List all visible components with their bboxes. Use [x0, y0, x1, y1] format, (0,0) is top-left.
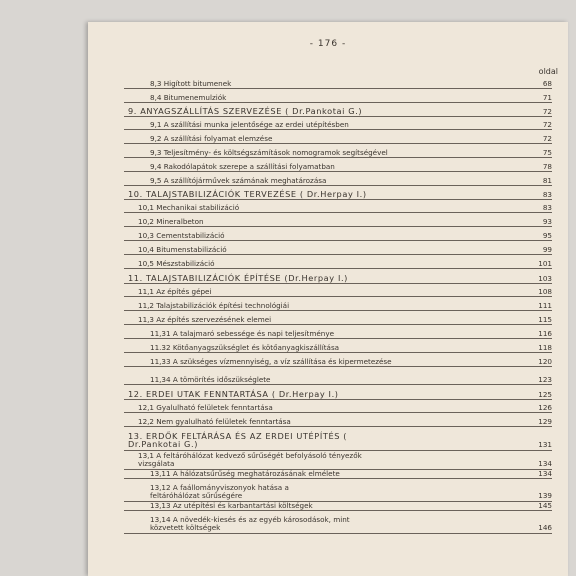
toc-entry-label: 13. ERDŐK FELTÁRÁSA ÉS AZ ERDEI UTÉPÍTÉS ( Dr.Pankotai G.) [128, 431, 348, 450]
toc-entry [128, 274, 552, 283]
toc-entry [128, 135, 552, 143]
toc-entry-page: 146 [538, 523, 552, 533]
toc-entry-rule [124, 510, 552, 511]
toc-entry [128, 376, 552, 384]
toc-entry-rule [124, 268, 552, 269]
toc-entry-label: 13,11 A hálózatsűrűség meghatározásának elmélete [150, 469, 340, 478]
toc-entry-rule [124, 366, 552, 367]
toc-entry-page: 72 [542, 134, 552, 143]
toc-entry-page: 131 [538, 440, 552, 450]
toc-entry-page: 75 [542, 148, 552, 157]
toc-entry-rule [124, 226, 552, 227]
toc-entry-rule [124, 116, 552, 117]
toc-entry-page: 116 [538, 329, 552, 338]
toc-entry-page: 125 [538, 390, 552, 399]
toc-entry [128, 94, 552, 102]
toc-entry-label: 13,1 A feltáróhálózat kedvező sűrűségét befolyásoló tényezők vizsgálata [138, 451, 362, 469]
toc-entry [128, 516, 552, 533]
toc-entry-label: 10,3 Cementstabilizáció [138, 231, 225, 240]
toc-entry-rule [124, 283, 552, 284]
toc-entry-label: 11. TALAJSTABILIZÁCIÓK ÉPÍTÉSE (Dr.Herpay I.) [128, 273, 348, 283]
toc-entry [128, 452, 552, 469]
toc-entry-page: 108 [538, 287, 552, 296]
toc-entry-page: 111 [538, 301, 552, 310]
toc-entry-label: 13,14 A növedék-kiesés és az egyéb károsodások, mint közvetett költségek [150, 515, 350, 533]
toc-entry [128, 80, 552, 88]
page-column-header: oldal [538, 67, 558, 76]
toc-entry-page: 93 [542, 217, 552, 226]
toc-entry-rule [124, 157, 552, 158]
toc-entry [128, 418, 552, 426]
toc-entry-page: 101 [538, 259, 552, 268]
toc-entry-label: 8,3 Higított bitumenek [150, 79, 232, 88]
toc-entry [128, 390, 552, 399]
toc-entry-rule [124, 88, 552, 89]
toc-entry-page: 134 [538, 459, 552, 469]
toc-entry [128, 218, 552, 226]
toc-entry-page: 68 [542, 79, 552, 88]
toc-entry-rule [124, 296, 552, 297]
toc-entry [128, 432, 552, 450]
toc-entry-label: 10,4 Bitumenstabilizáció [138, 245, 227, 254]
toc-entry [128, 121, 552, 129]
toc-entry-label: 11,2 Talajstabilizációk építési technológiái [138, 301, 290, 310]
toc-entry [128, 232, 552, 240]
toc-entry-label: 9,2 A szállítási folyamat elemzése [150, 134, 273, 143]
toc-entry-page: 115 [538, 315, 552, 324]
toc-entry-page: 71 [542, 93, 552, 102]
toc-entry-rule [124, 384, 552, 385]
toc-entry-page: 123 [538, 375, 552, 384]
toc-entry-rule [124, 426, 552, 427]
toc-entry [128, 204, 552, 212]
toc-entry-label: 12. ERDEI UTAK FENNTARTÁSA ( Dr.Herpay I.) [128, 389, 339, 399]
toc-entry-page: 139 [538, 491, 552, 501]
toc-entry [128, 470, 552, 478]
book-page [88, 22, 568, 576]
toc-entry-page: 103 [538, 274, 552, 283]
toc-entry [128, 484, 552, 501]
toc-entry-label: 9,5 A szállítójárművek számának meghatározása [150, 176, 327, 185]
toc-entry-label: 10,5 Mészstabilizáció [138, 259, 215, 268]
toc-entry-rule [124, 240, 552, 241]
toc-entry-label: 11,3 Az építés szervezésének elemei [138, 315, 272, 324]
toc-entry-label: 8,4 Bitumenemulziók [150, 93, 227, 102]
toc-entry [128, 502, 552, 510]
toc-entry-rule [124, 412, 552, 413]
toc-entry [128, 163, 552, 171]
toc-entry-label: 11,1 Az építés gépei [138, 287, 212, 296]
toc-entry [128, 404, 552, 412]
toc-entry-label: 9. ANYAGSZÁLLÍTÁS SZERVEZÉSE ( Dr.Pankotai G.) [128, 106, 363, 116]
toc-entry-label: 12,1 Gyalulható felületek fenntartása [138, 403, 273, 412]
toc-entry-rule [124, 533, 552, 534]
toc-entry-page: 129 [538, 417, 552, 426]
toc-entry-rule [124, 199, 552, 200]
toc-entry-page: 95 [542, 231, 552, 240]
toc-entry-page: 134 [538, 469, 552, 478]
toc-entry-rule [124, 185, 552, 186]
toc-entry-label: 13,12 A faállományviszonyok hatása a feltáróhálózat sűrűségére [150, 483, 289, 501]
toc-entry-label: 13,13 Az utépítési és karbantartási költségek [150, 501, 313, 510]
toc-entry-rule [124, 102, 552, 103]
toc-entry-label: 10,2 Mineralbeton [138, 217, 204, 226]
toc-entry-page: 120 [538, 357, 552, 366]
toc-entry-rule [124, 324, 552, 325]
toc-entry-rule [124, 399, 552, 400]
toc-entry-page: 145 [538, 501, 552, 510]
toc-entry [128, 107, 552, 116]
toc-entry [128, 246, 552, 254]
toc-entry-rule [124, 171, 552, 172]
toc-entry-label: 9,4 Rakodólapátok szerepe a szállítási folyamatban [150, 162, 335, 171]
toc-entry-page: 118 [538, 343, 552, 352]
toc-entry-label: 11,34 A tömörítés időszükséglete [150, 375, 271, 384]
toc-entry [128, 302, 552, 310]
toc-entry-rule [124, 352, 552, 353]
toc-entry [128, 149, 552, 157]
toc-entry-label: 9,1 A szállítási munka jelentősége az erdei utépítésben [150, 120, 349, 129]
toc-entry-page: 83 [542, 203, 552, 212]
toc-entry-label: 11,33 A szükséges vízmennyiség, a víz szállítása és kipermetezése [150, 357, 392, 366]
toc-entry-label: 12,2 Nem gyalulható felületek fenntartása [138, 417, 291, 426]
toc-entry-rule [124, 129, 552, 130]
toc-entry [128, 288, 552, 296]
toc-entry-rule [124, 478, 552, 479]
toc-entry-rule [124, 338, 552, 339]
toc-entry [128, 260, 552, 268]
page-number: - 176 - [309, 39, 347, 49]
toc-entry-rule [124, 254, 552, 255]
toc-entry [128, 330, 552, 338]
toc-entry [128, 316, 552, 324]
toc-entry-rule [124, 143, 552, 144]
toc-entry-rule [124, 310, 552, 311]
toc-entry-page: 83 [542, 190, 552, 199]
toc-entry-page: 81 [542, 176, 552, 185]
toc-entry-label: 10,1 Mechanikai stabilizáció [138, 203, 240, 212]
toc-entry [128, 358, 552, 366]
toc-entry-rule [124, 212, 552, 213]
toc-entry [128, 177, 552, 185]
toc-entry-label: 10. TALAJSTABILIZÁCIÓK TERVEZÉSE ( Dr.Herpay I.) [128, 189, 367, 199]
toc-entry-page: 72 [542, 120, 552, 129]
toc-entry-page: 99 [542, 245, 552, 254]
toc-entry-page: 72 [542, 107, 552, 116]
toc-entry-label: 9,3 Teljesítmény- és költségszámítások nomogramok segítségével [150, 148, 388, 157]
toc-entry [128, 344, 552, 352]
toc-entry [128, 190, 552, 199]
toc-entry-page: 126 [538, 403, 552, 412]
toc-entry-page: 78 [542, 162, 552, 171]
toc-entry-label: 11.32 Kötőanyagszükséglet és kötőanyagkiszállítása [150, 343, 340, 352]
toc-entry-label: 11,31 A talajmaró sebessége és napi teljesítménye [150, 329, 335, 338]
